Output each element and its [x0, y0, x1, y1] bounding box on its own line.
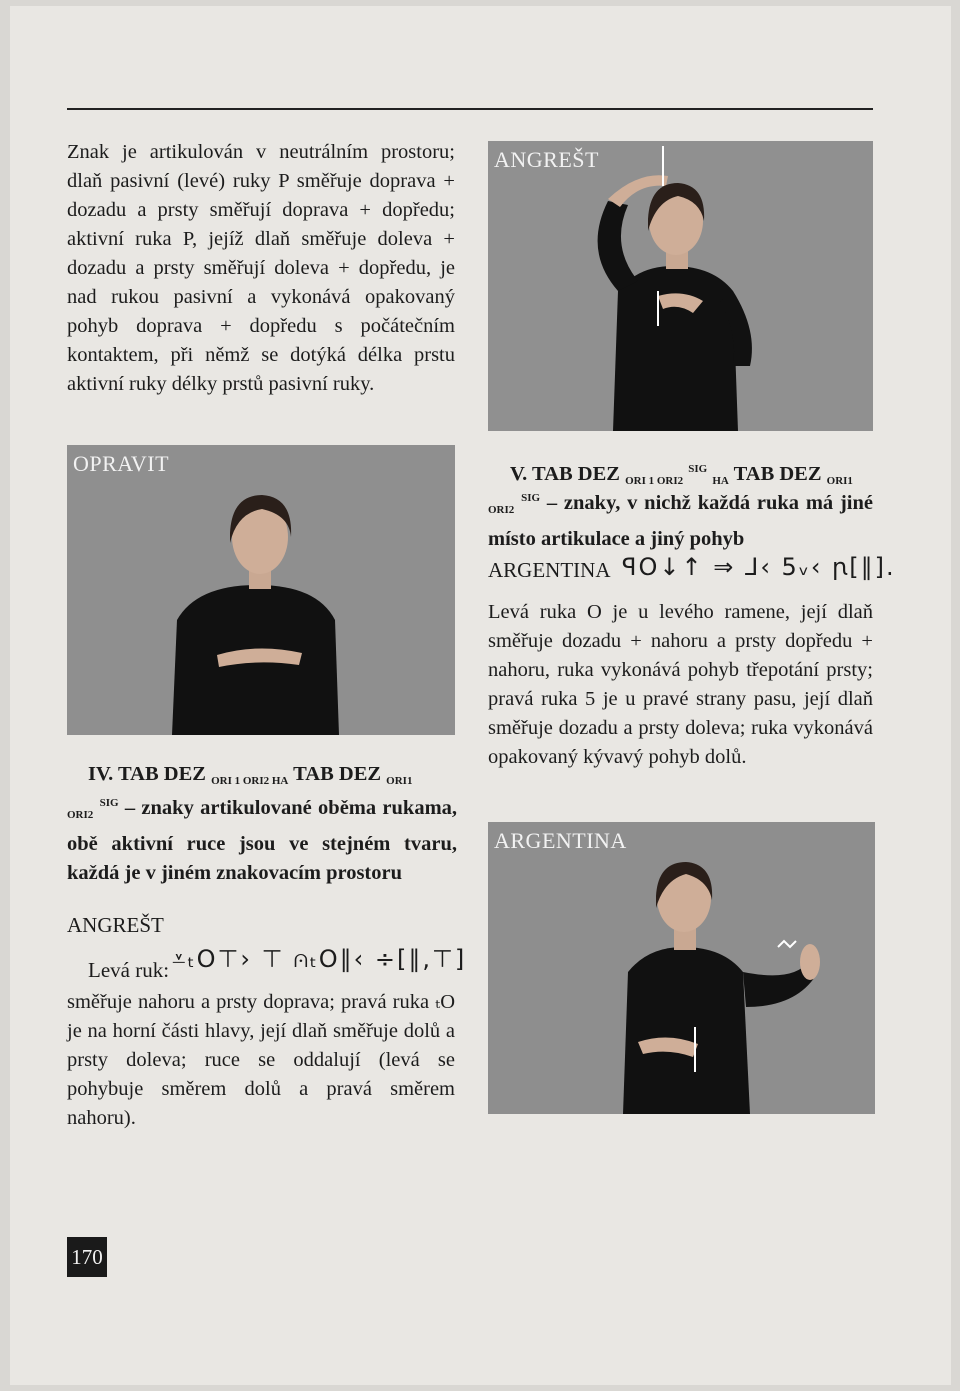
heading-iv-sub2: ORI1 [386, 775, 413, 787]
heading-v-sub3: ORI1 [826, 475, 853, 487]
heading-v-sub4: ORI2 [488, 504, 515, 516]
heading-iv-cont [67, 789, 457, 888]
intro-paragraph: Znak je artikulován v neutrálním prostoru; dlaň pasivní (levé) ruky P směřuje doprava + dozadu a prsty směřují doprava + dopředu; aktivní ruka P, jejíž dlaň směřuje doleva + dozadu a prsty směřují doleva + dopředu, je nad rukou pasivní a vykonává opakovaný pohyb doprava + dopředu s počátečním kontaktem, při němž se dotýká délka prstu aktivní ruky délky prstů pasivní ruky. [67, 141, 455, 395]
signer-figure-image-2 [488, 141, 873, 431]
heading-iv-sub3: ORI2 [67, 809, 94, 821]
page-number: 170 [67, 1237, 107, 1277]
heading-v-sig1: SIG [688, 463, 708, 475]
photo-caption-argentina: ARGENTINA [494, 828, 627, 853]
heading-iv-sig: SIG [99, 797, 119, 809]
photo-caption-opravit: OPRAVIT [73, 451, 170, 476]
heading-v-part2: TAB DEZ [733, 463, 822, 485]
signer-figure-image-3 [488, 822, 875, 1114]
header-rule [67, 108, 873, 110]
photo-argentina [488, 822, 875, 1114]
heading-v-text: – znaky, v nichž každá ruka má jiné místo artikulace a jiný pohyb [488, 492, 874, 550]
heading-iv-sub1: ORI 1 ORI2 HA [211, 775, 289, 787]
heading-iv-text: – znaky artikulované oběma rukama, obě aktivní ruce jsou ve stejném tvaru, každá je v jiném znakovacím prostoru [67, 797, 458, 884]
photo-caption-angrest: ANGREŠT [494, 147, 599, 172]
signer-figure-image [67, 445, 455, 735]
bleed-through-texture [660, 930, 860, 940]
heading-v-cont [488, 484, 873, 554]
notation-argentina: ꟼO↓↑ ⇒ ⅃‹ 5ᵥ‹ ꞃ[∥]. [622, 553, 896, 581]
photo-opravit [67, 445, 455, 735]
heading-iv-part2: TAB DEZ [293, 763, 382, 785]
body-start: Levá ruk: [88, 958, 170, 982]
heading-v-sub2: HA [712, 475, 729, 487]
argentina-description: Levá ruka O je u levého ramene, její dlaň směřuje dozadu + nahoru a prsty dopředu + nahoru, ruka vykonává pohyb třepotání prsty; pravá ruka 5 je u pravé strany pasu, její dlaň směřuje dozadu a prsty doleva; ruka vykonává opakovaný kývavý pohyb dolů. [488, 601, 873, 768]
photo-angrest [488, 141, 873, 431]
heading-iv-part1: IV. TAB DEZ [88, 763, 206, 785]
example-label-argentina: ARGENTINA [488, 558, 611, 582]
angrest-description: směřuje nahoru a prsty doprava; pravá ruka ₜO je na horní části hlavy, její dlaň směřuje dolů a prsty doleva; ruce se oddalují (levá se pohybuje směrem dolů a pravá směrem nahoru). [67, 991, 455, 1129]
notation-angrest: ⩡ₜO⊤› ⊤ ⩀ₜO∥‹ ÷[∥,⊤] [172, 945, 467, 973]
heading-v-sig2: SIG [521, 492, 541, 504]
heading-v-part1: V. TAB DEZ [510, 463, 620, 485]
example-label-angrest: ANGREŠT [67, 913, 164, 937]
heading-v-sub1: ORI 1 ORI2 [625, 475, 684, 487]
